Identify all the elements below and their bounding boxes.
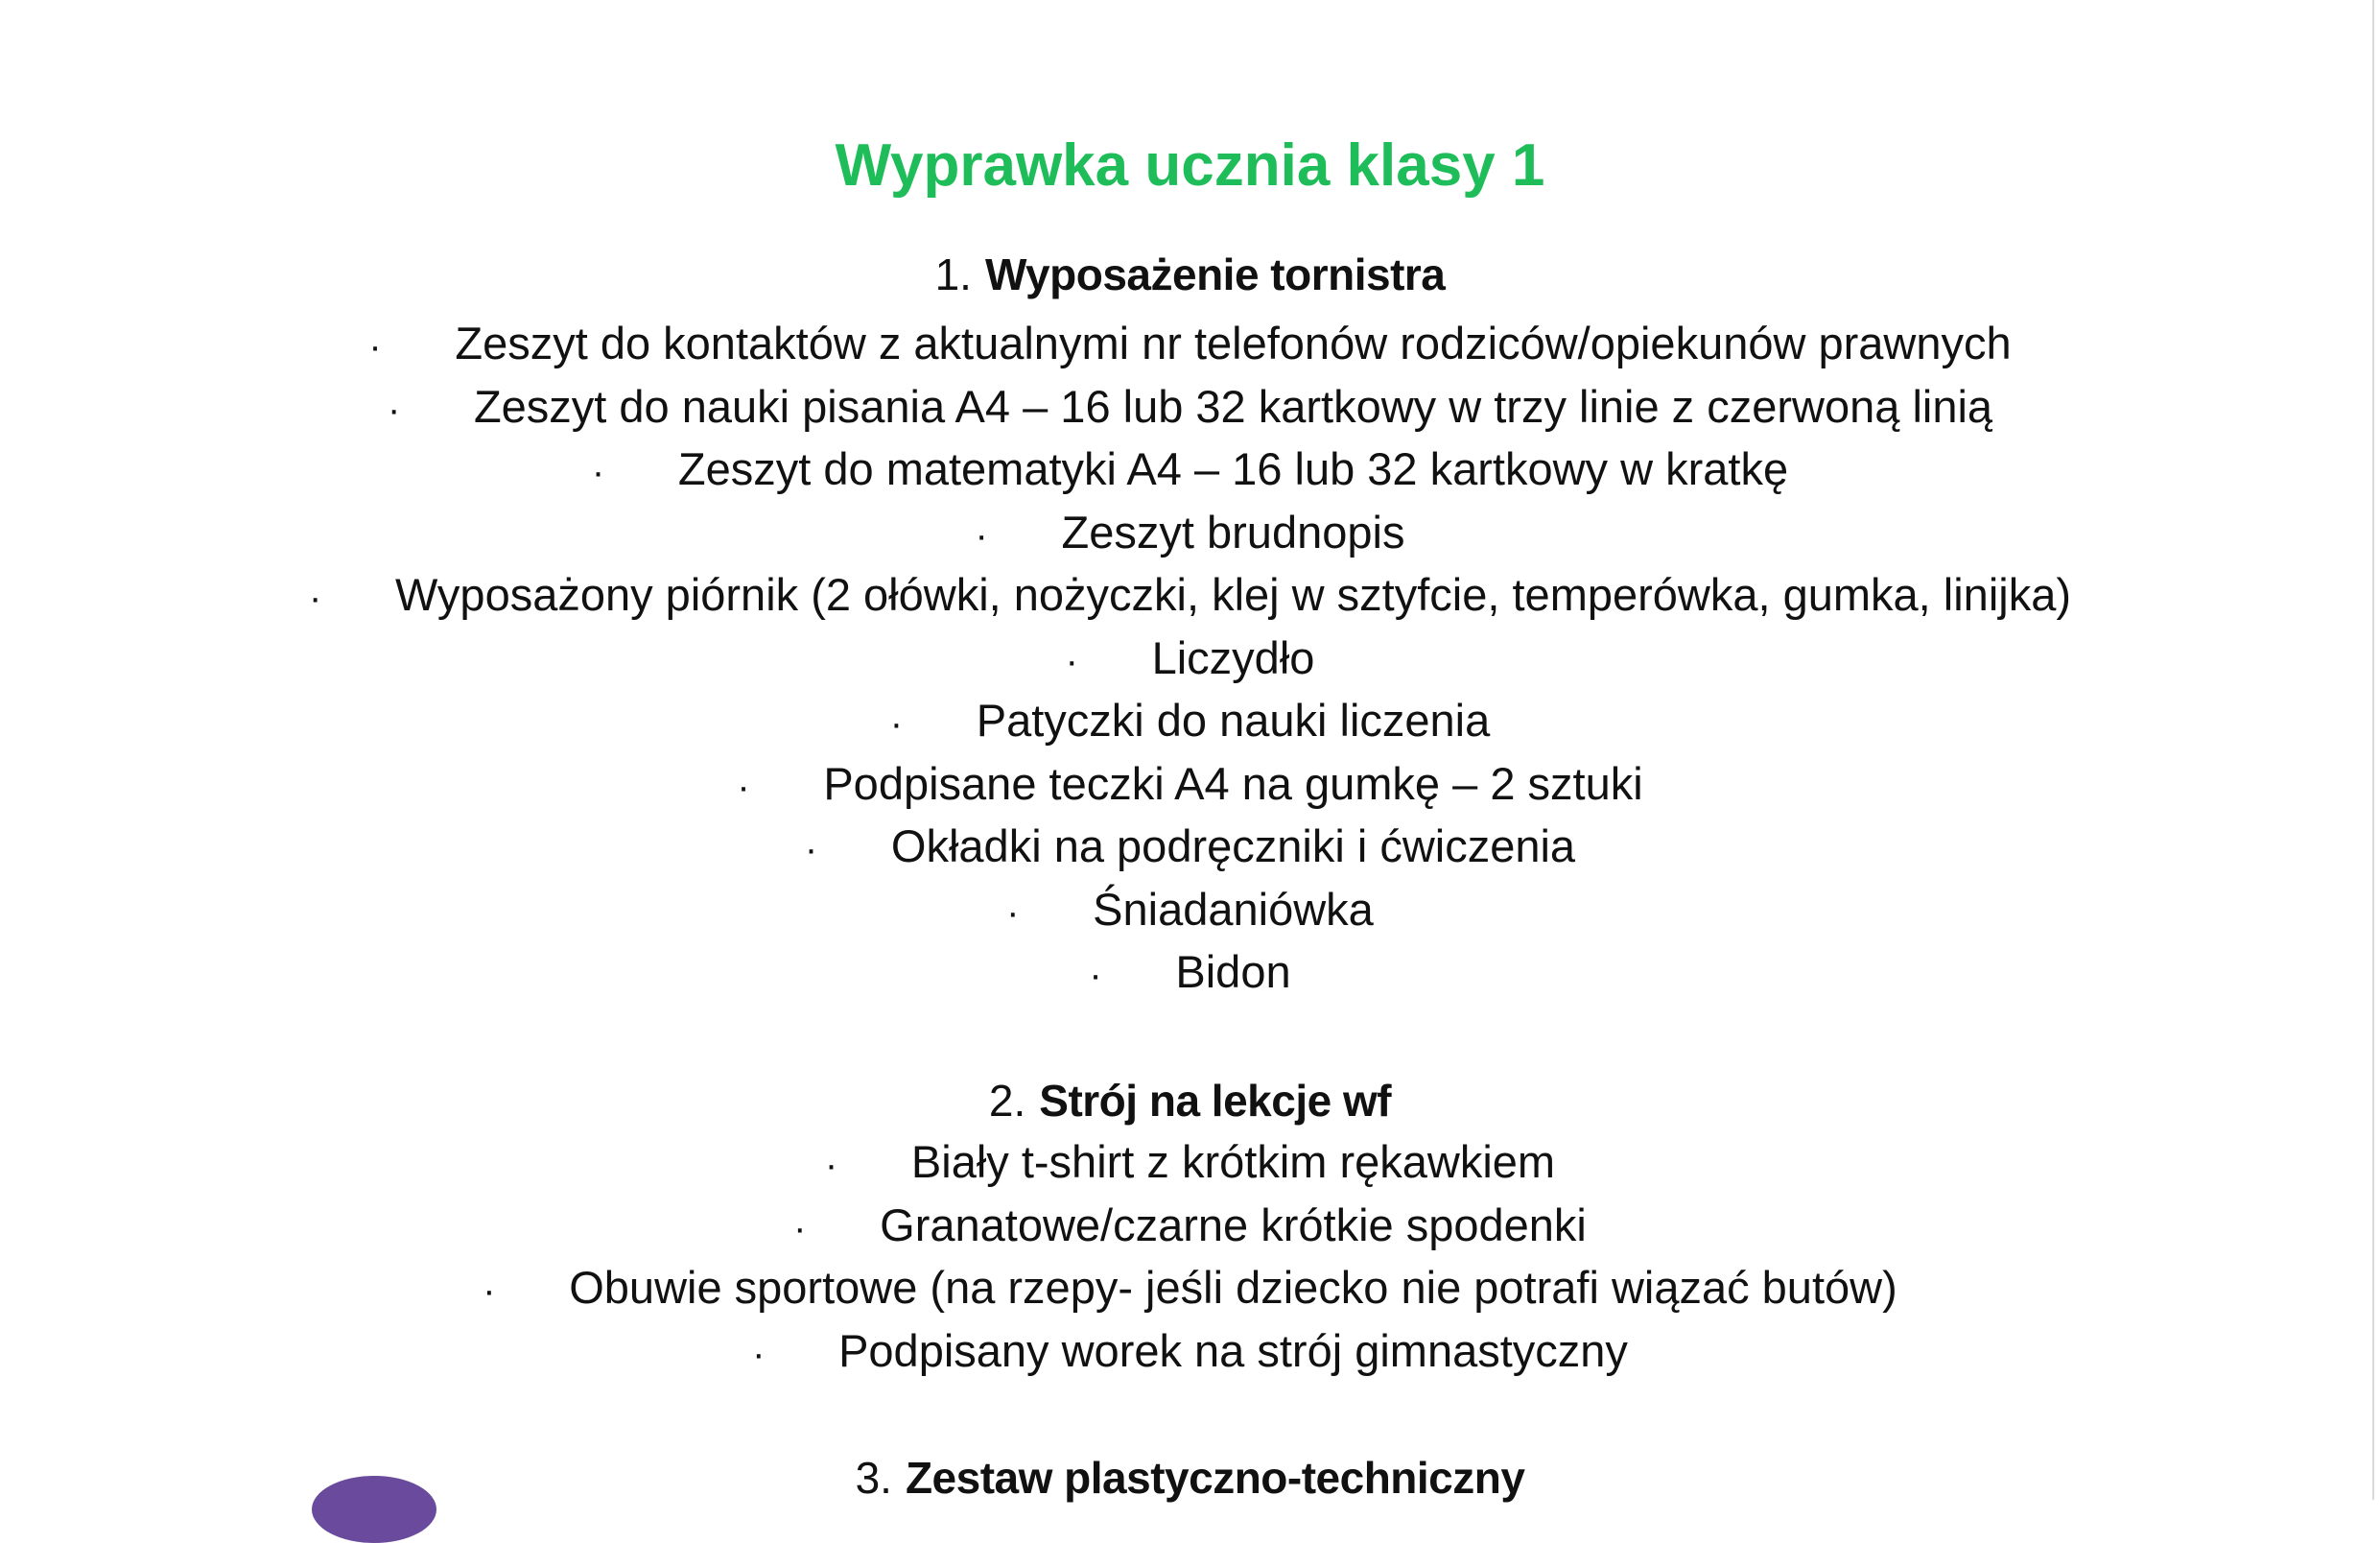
section-1-heading (0, 248, 2380, 301)
bullet-icon: · (1089, 954, 1102, 996)
list-item-text: Śniadaniówka (1093, 884, 1374, 935)
bullet-icon: · (737, 766, 750, 808)
list-item-text: Liczydło (1151, 632, 1315, 683)
bullet-icon: · (368, 325, 382, 368)
bullet-icon: · (1006, 891, 1020, 934)
section-3-title: Zestaw plastyczno-techniczny (905, 1453, 1525, 1503)
list-item-text: Podpisane teczki A4 na gumkę – 2 sztuki (823, 758, 1643, 809)
list-item (0, 568, 2380, 625)
list-item-text: Zeszyt do nauki pisania A4 – 16 lub 32 kartkowy w trzy linie z czerwoną linią (473, 381, 1993, 432)
list-item (0, 883, 2380, 939)
section-2-number: 2. (988, 1076, 1026, 1126)
list-item (0, 1324, 2380, 1381)
bullet-icon: · (591, 451, 605, 493)
list-item-text: Podpisany worek na strój gimnastyczny (838, 1325, 1628, 1376)
list-item (0, 317, 2380, 373)
list-item (0, 380, 2380, 437)
section-1-title: Wyposażenie tornistra (984, 249, 1446, 299)
list-item-text: Bidon (1175, 946, 1291, 997)
list-item (0, 945, 2380, 1002)
list-item (0, 442, 2380, 499)
list-item-text: Zeszyt do kontaktów z aktualnymi nr telefonów rodziców/opiekunów prawnych (455, 318, 2012, 368)
bullet-icon: · (804, 828, 818, 870)
bullet-icon: · (889, 702, 904, 745)
section-2-heading (0, 1074, 2380, 1128)
bullet-icon: · (824, 1144, 838, 1186)
list-item (0, 819, 2380, 876)
list-item (0, 1199, 2380, 1255)
bullet-icon: · (1065, 640, 1078, 682)
list-item-text: Patyczki do nauki liczenia (976, 695, 1491, 746)
bullet-icon: · (793, 1207, 807, 1249)
list-item (0, 757, 2380, 814)
bullet-icon: · (975, 514, 988, 557)
list-item-text: Obuwie sportowe (na rzepy- jeśli dziecko nie potrafi wiązać butów) (569, 1262, 1897, 1313)
list-item (0, 506, 2380, 562)
section-3-number: 3. (855, 1453, 892, 1503)
document-title: Wyprawka ucznia klasy 1 (835, 132, 1545, 199)
list-item-text: Zeszyt brudnopis (1061, 507, 1405, 558)
list-item (0, 631, 2380, 688)
list-item-text: Wyposażony piórnik (2 ołówki, nożyczki, klej w sztyfcie, temperówka, gumka, linijka) (394, 569, 2071, 620)
section-1-number: 1. (934, 249, 972, 299)
section-2-title: Strój na lekcje wf (1039, 1076, 1392, 1126)
list-item-text: Granatowe/czarne krótkie spodenki (880, 1199, 1587, 1250)
list-item (0, 1261, 2380, 1317)
bullet-icon: · (387, 389, 401, 431)
bullet-icon: · (308, 577, 322, 619)
bullet-icon: · (483, 1270, 496, 1312)
bullet-icon: · (752, 1333, 766, 1375)
list-item (0, 694, 2380, 750)
list-item-text: Zeszyt do matematyki A4 – 16 lub 32 kartkowy w kratkę (677, 443, 1789, 494)
list-item (0, 1135, 2380, 1192)
list-item-text: Okładki na podręczniki i ćwiczenia (890, 820, 1576, 871)
list-item-text: Biały t-shirt z krótkim rękawkiem (910, 1136, 1556, 1187)
decorative-purple-shape (312, 1476, 436, 1543)
